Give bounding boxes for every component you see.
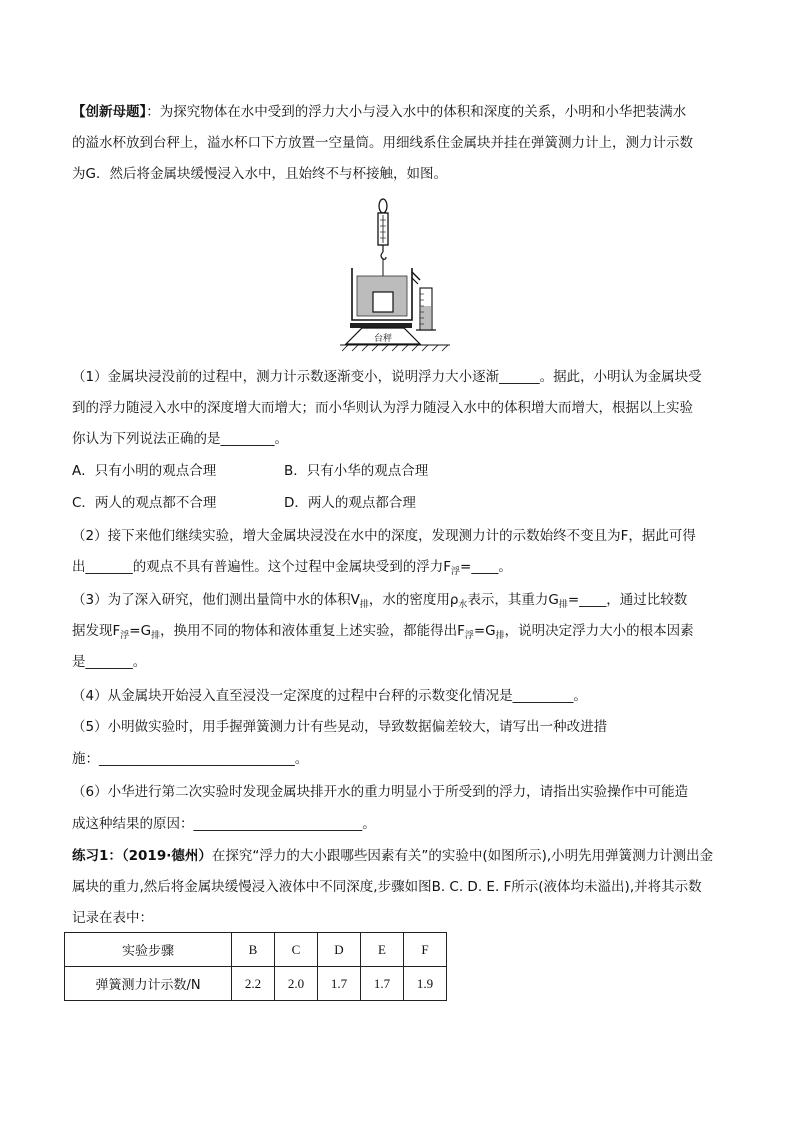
q2-sub: 浮 xyxy=(451,567,461,577)
practice-line-1 xyxy=(72,847,732,865)
practice-tag: 练习1：（2019·德州） xyxy=(72,848,212,864)
q3-line-1 xyxy=(72,591,732,611)
q3-l1-sub2: 水 xyxy=(458,600,468,610)
step-cell: E xyxy=(361,933,404,967)
q3-l2-d: =G xyxy=(473,623,496,639)
reading-cell: 1.7 xyxy=(318,967,361,1001)
q1-option-c: C．两人的观点都不合理 xyxy=(72,495,217,511)
q1-option-a: A．只有小明的观点合理 xyxy=(72,463,217,479)
q3-l2-sub4: 排 xyxy=(495,631,505,641)
table-header-readings: 弹簧测力计示数/N xyxy=(65,967,232,1001)
reading-cell: 2.0 xyxy=(275,967,318,1001)
q4-line-1: （4）从金属块开始浸入直至浸没一定深度的过程中台秤的示数变化情况是_________。 xyxy=(72,688,587,704)
step-cell: F xyxy=(404,933,447,967)
intro-line-3: 为G．然后将金属块缓慢浸入水中，且始终不与杯接触，如图。 xyxy=(72,166,447,182)
q5-line-2: 施：_____________________________。 xyxy=(72,751,309,767)
q3-l2-c: ，换用不同的物体和液体重复上述实验，都能得出F xyxy=(160,623,465,639)
q1-line-3: 你认为下列说法正确的是________。 xyxy=(72,431,288,447)
intro-line-2: 的溢水杯放到台秤上，溢水杯口下方放置一空量筒。用细线系住金属块并挂在弹簧测力计上，测力计示数 xyxy=(72,135,693,151)
q1-option-d: D．两人的观点都合理 xyxy=(284,495,416,511)
q2-line-2 xyxy=(72,558,732,578)
q6-line-1: （6）小华进行第二次实验时发现金属块排开水的重力明显小于所受到的浮力，请指出实验操作中可能造 xyxy=(72,784,689,800)
q3-l2-a: 据发现F xyxy=(72,623,121,639)
q3-l1-d: =____，通过比较数 xyxy=(567,592,688,608)
scale-label: 台秤 xyxy=(373,334,393,344)
q1-line-2: 到的浮力随浸入水中的深度增大而增大；而小华则认为浮力随浸入水中的体积增大而增大，根据以上实验 xyxy=(72,400,693,416)
practice-line-2: 属块的重力,然后将金属块缓慢浸入液体中不同深度,步骤如图B. C. D. E. F所示(液体均未溢出),并将其示数 xyxy=(72,879,702,895)
q3-l2-b: =G xyxy=(129,623,152,639)
intro-line-1 xyxy=(72,103,732,121)
q2-text-a: 出_______的观点不具有普遍性。这个过程中金属块受到的浮力F xyxy=(72,559,452,575)
practice-text-1: 在探究“浮力的大小跟哪些因素有关”的实验中(如图所示),小明先用弹簧测力计测出金 xyxy=(211,848,714,864)
reading-cell: 2.2 xyxy=(232,967,275,1001)
q3-l2-sub3: 浮 xyxy=(464,631,474,641)
practice-line-3: 记录在表中： xyxy=(72,910,153,926)
experiment-figure xyxy=(340,196,450,352)
q3-l1-c: 表示，其重力G xyxy=(467,592,559,608)
intro-text-1: ：为探究物体在水中受到的浮力大小与浸入水中的体积和深度的关系，小明和小华把装满水 xyxy=(146,104,687,120)
table-header-steps: 实验步骤 xyxy=(65,933,232,967)
step-cell: D xyxy=(318,933,361,967)
q3-line-2 xyxy=(72,622,732,642)
data-table xyxy=(64,932,447,1001)
table-row-readings xyxy=(65,967,447,1001)
q3-line-3: 是_______。 xyxy=(72,654,147,670)
q3-l1-b: ，水的密度用ρ xyxy=(368,592,459,608)
q5-line-1: （5）小明做实验时，用手握弹簧测力计有些晃动，导致数据偏差较大，请写出一种改进措 xyxy=(72,719,608,735)
q3-l1-a: （3）为了深入研究，他们测出量筒中水的体积V xyxy=(72,592,360,608)
step-cell: B xyxy=(232,933,275,967)
q2-line-1: （2）接下来他们继续实验，增大金属块浸没在水中的深度，发现测力计的示数始终不变且为F，据此可得 xyxy=(72,528,696,544)
step-cell: C xyxy=(275,933,318,967)
q1-option-b: B．只有小华的观点合理 xyxy=(284,463,429,479)
reading-cell: 1.9 xyxy=(404,967,447,1001)
q2-text-b: =____。 xyxy=(460,559,512,575)
q6-line-2: 成这种结果的原因：_________________________。 xyxy=(72,816,376,832)
table-row-steps xyxy=(65,933,447,967)
reading-cell: 1.7 xyxy=(361,967,404,1001)
q3-l2-sub2: 排 xyxy=(151,631,161,641)
q3-l2-e: ，说明决定浮力大小的根本因素 xyxy=(504,623,694,639)
q3-l2-sub1: 浮 xyxy=(120,631,130,641)
q3-l1-sub3: 排 xyxy=(558,600,568,610)
intro-tag: 【创新母题】 xyxy=(72,104,147,120)
q1-line-1: （1）金属块浸没前的过程中，测力计示数逐渐变小，说明浮力大小逐渐______。据此，小明认为金属块受 xyxy=(72,369,702,385)
q3-l1-sub1: 排 xyxy=(359,600,369,610)
